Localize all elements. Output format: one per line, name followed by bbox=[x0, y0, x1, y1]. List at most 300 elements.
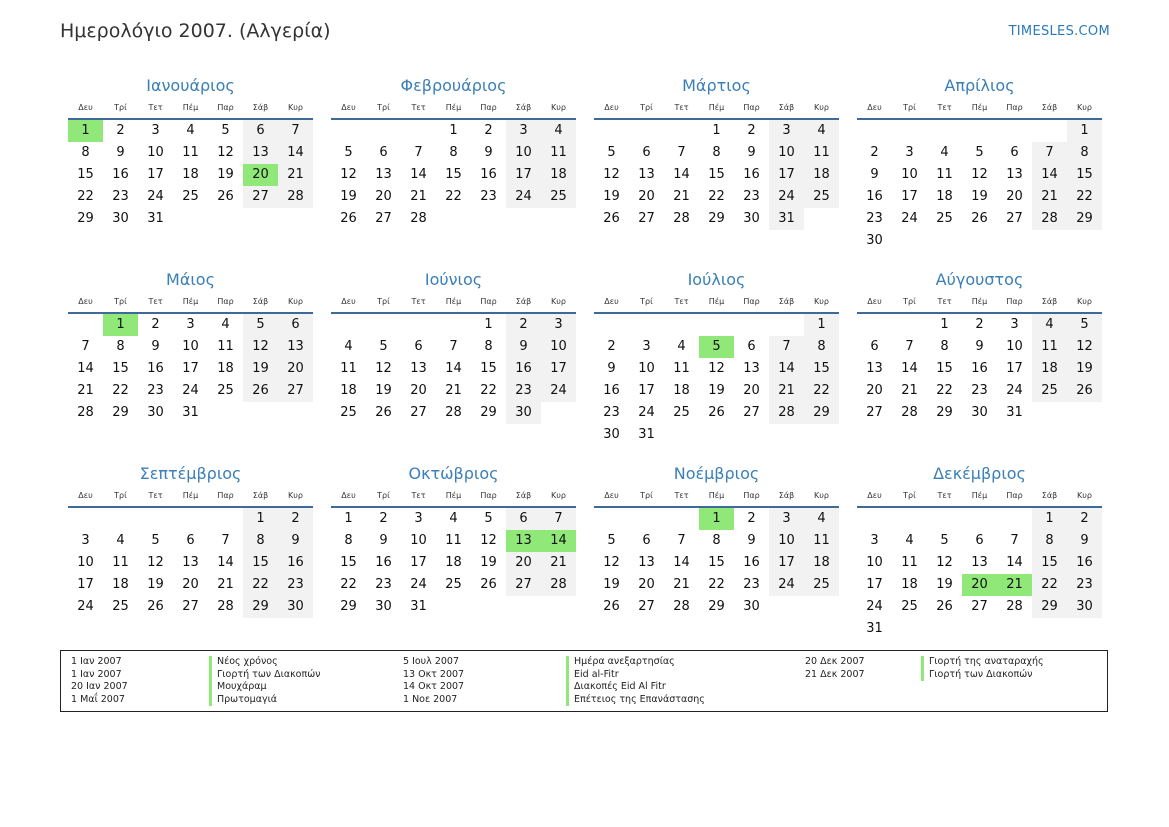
empty-cell bbox=[1032, 120, 1067, 142]
day-cell: 28 bbox=[77, 405, 94, 420]
day-cell: 14 bbox=[673, 167, 690, 182]
weekday-label: Κυρ bbox=[288, 297, 303, 306]
weekday-label: Σάβ bbox=[252, 103, 269, 112]
empty-cell bbox=[997, 508, 1032, 530]
empty-cell bbox=[857, 314, 892, 336]
day-cell: 6 bbox=[642, 145, 651, 160]
weekday-label: Δευ bbox=[867, 103, 882, 112]
day-cell: 20 bbox=[866, 383, 883, 398]
weekday-label: Τρί bbox=[377, 491, 390, 500]
day-cell: 17 bbox=[147, 167, 164, 182]
day-cell: 18 bbox=[1032, 358, 1067, 380]
day-cell: 30 bbox=[278, 596, 313, 618]
day-cell: 26 bbox=[480, 577, 497, 592]
empty-cell bbox=[664, 314, 699, 336]
empty-cell bbox=[331, 120, 366, 142]
weekday-label: Σάβ bbox=[1041, 103, 1058, 112]
weekday-label: Δευ bbox=[78, 491, 93, 500]
day-cell: 15 bbox=[445, 167, 462, 182]
page-title: Ημερολόγιο 2007. (Αλγερία) bbox=[60, 20, 331, 42]
day-cell: 23 bbox=[743, 577, 760, 592]
empty-cell bbox=[629, 120, 664, 142]
day-cell: 25 bbox=[217, 383, 234, 398]
day-cell: 29 bbox=[708, 599, 725, 614]
day-cell: 8 bbox=[712, 145, 721, 160]
day-cell: 21 bbox=[673, 189, 690, 204]
day-cell: 17 bbox=[769, 552, 804, 574]
weekday-label: Δευ bbox=[604, 297, 619, 306]
day-cell: 29 bbox=[340, 599, 357, 614]
day-cell: 25 bbox=[804, 186, 839, 208]
day-cell: 27 bbox=[971, 599, 988, 614]
weekday-label: Τρί bbox=[114, 103, 127, 112]
day-cell: 20 bbox=[638, 189, 655, 204]
day-cell: 9 bbox=[870, 167, 879, 182]
weekday-label: Παρ bbox=[217, 103, 234, 112]
day-cell: 18 bbox=[804, 164, 839, 186]
day-cell: 17 bbox=[769, 164, 804, 186]
weekday-label: Κυρ bbox=[1077, 491, 1092, 500]
day-cell: 28 bbox=[1006, 599, 1023, 614]
weekday-label: Σάβ bbox=[252, 491, 269, 500]
day-cell: 2 bbox=[975, 317, 984, 332]
day-cell: 23 bbox=[147, 383, 164, 398]
day-cell: 27 bbox=[278, 380, 313, 402]
day-cell: 24 bbox=[410, 577, 427, 592]
day-cell: 11 bbox=[804, 142, 839, 164]
day-cell: 25 bbox=[936, 211, 953, 226]
day-cell: 8 bbox=[81, 145, 90, 160]
day-cell: 1 bbox=[804, 314, 839, 336]
day-cell: 26 bbox=[603, 599, 620, 614]
month-block bbox=[331, 268, 576, 462]
weekday-label: Παρ bbox=[480, 103, 497, 112]
weekday-label: Παρ bbox=[480, 491, 497, 500]
day-cell: 1 bbox=[940, 317, 949, 332]
day-cell: 12 bbox=[217, 145, 234, 160]
day-cell: 30 bbox=[743, 599, 760, 614]
day-cell: 2 bbox=[607, 339, 616, 354]
day-cell: 13 bbox=[278, 336, 313, 358]
day-cell: 7 bbox=[449, 339, 458, 354]
empty-cell bbox=[401, 314, 436, 336]
day-cell: 6 bbox=[243, 120, 278, 142]
weekday-header bbox=[594, 292, 839, 314]
weekday-header bbox=[68, 98, 313, 120]
day-cell: 19 bbox=[217, 167, 234, 182]
day-cell: 12 bbox=[603, 555, 620, 570]
day-grid bbox=[594, 120, 839, 230]
day-cell: 26 bbox=[217, 189, 234, 204]
day-cell: 29 bbox=[708, 211, 725, 226]
day-cell: 9 bbox=[747, 533, 756, 548]
month-block bbox=[857, 268, 1102, 462]
day-cell: 13 bbox=[866, 361, 883, 376]
weekday-label: Τετ bbox=[148, 297, 163, 306]
day-cell: 19 bbox=[603, 577, 620, 592]
day-cell: 7 bbox=[1032, 142, 1067, 164]
day-cell: 23 bbox=[866, 211, 883, 226]
empty-cell bbox=[594, 508, 629, 530]
day-cell: 19 bbox=[971, 189, 988, 204]
day-cell: 25 bbox=[112, 599, 129, 614]
day-cell: 15 bbox=[77, 167, 94, 182]
weekday-label: Πέμ bbox=[971, 491, 988, 500]
day-cell: 23 bbox=[1067, 574, 1102, 596]
empty-cell bbox=[927, 120, 962, 142]
weekday-label: Παρ bbox=[743, 103, 760, 112]
day-cell: 24 bbox=[182, 383, 199, 398]
day-cell: 22 bbox=[445, 189, 462, 204]
brand-link[interactable]: TIMESLES.COM bbox=[1008, 24, 1110, 39]
day-cell: 6 bbox=[278, 314, 313, 336]
day-cell: 19 bbox=[147, 577, 164, 592]
day-cell: 30 bbox=[506, 402, 541, 424]
day-cell: 4 bbox=[677, 339, 686, 354]
weekday-label: Πέμ bbox=[971, 297, 988, 306]
day-cell: 5 bbox=[940, 533, 949, 548]
day-cell: 3 bbox=[769, 508, 804, 530]
day-cell: 28 bbox=[1032, 208, 1067, 230]
day-cell: 8 bbox=[712, 533, 721, 548]
holiday-day-cell: 21 bbox=[997, 574, 1032, 596]
day-cell: 29 bbox=[480, 405, 497, 420]
day-cell: 24 bbox=[541, 380, 576, 402]
empty-cell bbox=[734, 314, 769, 336]
weekday-label: Πέμ bbox=[708, 103, 725, 112]
weekday-label: Δευ bbox=[341, 103, 356, 112]
day-cell: 26 bbox=[936, 599, 953, 614]
month-name: Δεκέμβριος bbox=[933, 464, 1026, 483]
empty-cell bbox=[331, 314, 366, 336]
day-cell: 27 bbox=[243, 186, 278, 208]
day-cell: 1 bbox=[1067, 120, 1102, 142]
legend-name-column bbox=[566, 656, 705, 706]
month-name: Σεπτέμβριος bbox=[139, 464, 242, 483]
calendar-grid bbox=[68, 74, 1101, 656]
empty-cell bbox=[594, 120, 629, 142]
day-cell: 6 bbox=[747, 339, 756, 354]
day-cell: 6 bbox=[1010, 145, 1019, 160]
day-cell: 7 bbox=[81, 339, 90, 354]
day-cell: 17 bbox=[541, 358, 576, 380]
month-row bbox=[68, 462, 1101, 656]
weekday-header bbox=[331, 486, 576, 508]
empty-cell bbox=[366, 120, 401, 142]
day-cell: 1 bbox=[344, 511, 353, 526]
day-cell: 2 bbox=[278, 508, 313, 530]
day-cell: 23 bbox=[603, 405, 620, 420]
day-cell: 28 bbox=[769, 402, 804, 424]
day-cell: 2 bbox=[379, 511, 388, 526]
day-grid bbox=[331, 314, 576, 424]
day-cell: 29 bbox=[243, 596, 278, 618]
weekday-label: Σάβ bbox=[515, 297, 532, 306]
day-cell: 10 bbox=[147, 145, 164, 160]
day-cell: 2 bbox=[116, 123, 125, 138]
day-cell: 5 bbox=[1067, 314, 1102, 336]
day-cell: 15 bbox=[936, 361, 953, 376]
weekday-label: Τρί bbox=[114, 491, 127, 500]
day-cell: 17 bbox=[1006, 361, 1023, 376]
month-name: Ιούνιος bbox=[424, 270, 483, 289]
empty-cell bbox=[138, 508, 173, 530]
empty-cell bbox=[629, 314, 664, 336]
weekday-label: Τετ bbox=[674, 103, 689, 112]
empty-cell bbox=[401, 120, 436, 142]
month-name: Ιανουάριος bbox=[146, 76, 235, 95]
day-cell: 27 bbox=[1006, 211, 1023, 226]
weekday-label: Κυρ bbox=[551, 297, 566, 306]
weekday-label: Παρ bbox=[743, 491, 760, 500]
day-cell: 12 bbox=[340, 167, 357, 182]
day-cell: 29 bbox=[112, 405, 129, 420]
day-cell: 16 bbox=[603, 383, 620, 398]
day-cell: 25 bbox=[673, 405, 690, 420]
day-cell: 3 bbox=[414, 511, 423, 526]
day-cell: 11 bbox=[217, 339, 234, 354]
holiday-day-cell: 20 bbox=[962, 574, 997, 596]
weekday-label: Σάβ bbox=[778, 103, 795, 112]
weekday-label: Τρί bbox=[640, 491, 653, 500]
day-cell: 17 bbox=[182, 361, 199, 376]
day-cell: 24 bbox=[147, 189, 164, 204]
legend-name-column bbox=[209, 656, 320, 706]
weekday-label: Πέμ bbox=[182, 103, 199, 112]
empty-cell bbox=[629, 508, 664, 530]
weekday-label: Παρ bbox=[1006, 297, 1023, 306]
weekday-header bbox=[331, 98, 576, 120]
day-cell: 4 bbox=[804, 120, 839, 142]
day-grid bbox=[68, 314, 313, 424]
day-cell: 30 bbox=[112, 211, 129, 226]
day-cell: 11 bbox=[804, 530, 839, 552]
weekday-label: Παρ bbox=[217, 491, 234, 500]
day-cell: 14 bbox=[1006, 555, 1023, 570]
day-cell: 5 bbox=[975, 145, 984, 160]
weekday-header bbox=[68, 292, 313, 314]
day-cell: 16 bbox=[375, 555, 392, 570]
day-cell: 23 bbox=[506, 380, 541, 402]
day-cell: 31 bbox=[410, 599, 427, 614]
month-row bbox=[68, 74, 1101, 268]
legend-date: 1 Μαΐ 2007 bbox=[71, 693, 125, 705]
day-cell: 19 bbox=[243, 358, 278, 380]
day-cell: 1 bbox=[449, 123, 458, 138]
day-cell: 18 bbox=[541, 164, 576, 186]
day-cell: 16 bbox=[971, 361, 988, 376]
legend-date: 13 Οκτ 2007 bbox=[403, 668, 465, 680]
day-cell: 18 bbox=[445, 555, 462, 570]
day-cell: 16 bbox=[480, 167, 497, 182]
day-cell: 4 bbox=[940, 145, 949, 160]
day-cell: 27 bbox=[410, 405, 427, 420]
legend-date: 20 Ιαν 2007 bbox=[71, 681, 128, 692]
day-cell: 8 bbox=[940, 339, 949, 354]
day-cell: 15 bbox=[708, 555, 725, 570]
empty-cell bbox=[892, 314, 927, 336]
weekday-header bbox=[857, 292, 1102, 314]
day-cell: 10 bbox=[410, 533, 427, 548]
day-cell: 30 bbox=[1067, 596, 1102, 618]
day-cell: 26 bbox=[147, 599, 164, 614]
day-cell: 20 bbox=[410, 383, 427, 398]
weekday-label: Κυρ bbox=[814, 491, 829, 500]
weekday-label: Τρί bbox=[377, 103, 390, 112]
day-cell: 17 bbox=[638, 383, 655, 398]
weekday-label: Σάβ bbox=[1041, 297, 1058, 306]
day-cell: 13 bbox=[971, 555, 988, 570]
day-cell: 13 bbox=[410, 361, 427, 376]
day-cell: 27 bbox=[866, 405, 883, 420]
weekday-header bbox=[594, 486, 839, 508]
day-cell: 7 bbox=[677, 533, 686, 548]
day-cell: 30 bbox=[147, 405, 164, 420]
day-cell: 31 bbox=[182, 405, 199, 420]
weekday-label: Τετ bbox=[411, 103, 426, 112]
day-cell: 6 bbox=[642, 533, 651, 548]
weekday-label: Κυρ bbox=[1077, 297, 1092, 306]
day-cell: 13 bbox=[182, 555, 199, 570]
month-name: Ιούλιος bbox=[687, 270, 746, 289]
day-cell: 12 bbox=[708, 361, 725, 376]
day-cell: 2 bbox=[506, 314, 541, 336]
day-cell: 22 bbox=[480, 383, 497, 398]
month-block bbox=[857, 74, 1102, 268]
day-cell: 4 bbox=[905, 533, 914, 548]
legend-holiday-name: Πρωτομαγιά bbox=[209, 694, 320, 707]
day-cell: 8 bbox=[1067, 142, 1102, 164]
day-cell: 17 bbox=[866, 577, 883, 592]
legend-date: 1 Νοε 2007 bbox=[403, 693, 458, 705]
day-cell: 10 bbox=[77, 555, 94, 570]
day-cell: 10 bbox=[901, 167, 918, 182]
weekday-header bbox=[857, 486, 1102, 508]
day-cell: 28 bbox=[445, 405, 462, 420]
day-cell: 11 bbox=[340, 361, 357, 376]
day-grid bbox=[331, 508, 576, 618]
weekday-label: Τρί bbox=[903, 297, 916, 306]
day-cell: 27 bbox=[182, 599, 199, 614]
empty-cell bbox=[664, 120, 699, 142]
day-grid bbox=[857, 120, 1102, 252]
day-cell: 18 bbox=[112, 577, 129, 592]
day-cell: 21 bbox=[77, 383, 94, 398]
day-cell: 19 bbox=[340, 189, 357, 204]
month-row bbox=[68, 268, 1101, 462]
day-cell: 31 bbox=[147, 211, 164, 226]
day-cell: 3 bbox=[769, 120, 804, 142]
day-cell: 28 bbox=[278, 186, 313, 208]
day-cell: 21 bbox=[1032, 186, 1067, 208]
empty-cell bbox=[103, 508, 138, 530]
day-cell: 21 bbox=[445, 383, 462, 398]
empty-cell bbox=[594, 314, 629, 336]
weekday-label: Κυρ bbox=[551, 103, 566, 112]
weekday-label: Δευ bbox=[604, 491, 619, 500]
weekday-header bbox=[857, 98, 1102, 120]
legend-holiday-name: Επέτειος της Επανάστασης bbox=[566, 694, 705, 707]
day-grid bbox=[857, 508, 1102, 640]
day-cell: 21 bbox=[217, 577, 234, 592]
day-cell: 28 bbox=[410, 211, 427, 226]
day-cell: 18 bbox=[182, 167, 199, 182]
day-cell: 24 bbox=[506, 186, 541, 208]
empty-cell bbox=[366, 314, 401, 336]
day-cell: 3 bbox=[151, 123, 160, 138]
day-cell: 10 bbox=[182, 339, 199, 354]
day-cell: 7 bbox=[414, 145, 423, 160]
day-cell: 29 bbox=[1032, 596, 1067, 618]
weekday-label: Τρί bbox=[114, 297, 127, 306]
day-cell: 12 bbox=[480, 533, 497, 548]
day-cell: 24 bbox=[866, 599, 883, 614]
holiday-legend bbox=[60, 650, 1108, 712]
weekday-label: Δευ bbox=[604, 103, 619, 112]
holiday-day-cell: 1 bbox=[103, 314, 138, 336]
day-cell: 17 bbox=[77, 577, 94, 592]
weekday-label: Κυρ bbox=[288, 491, 303, 500]
legend-date-column bbox=[71, 656, 128, 706]
day-cell: 1 bbox=[243, 508, 278, 530]
day-cell: 24 bbox=[1006, 383, 1023, 398]
day-cell: 5 bbox=[243, 314, 278, 336]
day-cell: 11 bbox=[182, 145, 199, 160]
legend-name-column bbox=[921, 656, 1044, 681]
day-cell: 11 bbox=[936, 167, 953, 182]
holiday-day-cell: 13 bbox=[506, 530, 541, 552]
day-cell: 2 bbox=[747, 511, 756, 526]
day-cell: 9 bbox=[1067, 530, 1102, 552]
month-block bbox=[594, 462, 839, 656]
day-grid bbox=[68, 120, 313, 230]
day-cell: 17 bbox=[506, 164, 541, 186]
weekday-label: Τετ bbox=[411, 297, 426, 306]
day-cell: 7 bbox=[769, 336, 804, 358]
weekday-header bbox=[331, 292, 576, 314]
day-cell: 10 bbox=[506, 142, 541, 164]
weekday-label: Τετ bbox=[674, 297, 689, 306]
day-cell: 26 bbox=[603, 211, 620, 226]
day-cell: 18 bbox=[804, 552, 839, 574]
day-cell: 20 bbox=[375, 189, 392, 204]
weekday-label: Σάβ bbox=[778, 297, 795, 306]
empty-cell bbox=[769, 314, 804, 336]
day-cell: 19 bbox=[480, 555, 497, 570]
day-cell: 25 bbox=[541, 186, 576, 208]
day-cell: 16 bbox=[743, 167, 760, 182]
day-cell: 24 bbox=[638, 405, 655, 420]
day-cell: 2 bbox=[1067, 508, 1102, 530]
day-cell: 23 bbox=[375, 577, 392, 592]
day-cell: 26 bbox=[971, 211, 988, 226]
weekday-label: Δευ bbox=[867, 491, 882, 500]
month-block bbox=[857, 462, 1102, 656]
day-cell: 8 bbox=[116, 339, 125, 354]
day-cell: 12 bbox=[375, 361, 392, 376]
day-cell: 19 bbox=[936, 577, 953, 592]
day-cell: 15 bbox=[1032, 552, 1067, 574]
month-block bbox=[594, 74, 839, 268]
day-cell: 25 bbox=[182, 189, 199, 204]
day-cell: 16 bbox=[147, 361, 164, 376]
day-cell: 15 bbox=[1067, 164, 1102, 186]
day-cell: 13 bbox=[1006, 167, 1023, 182]
weekday-label: Δευ bbox=[341, 491, 356, 500]
weekday-label: Σάβ bbox=[1041, 491, 1058, 500]
month-name: Φεβρουάριος bbox=[400, 76, 507, 95]
weekday-label: Πέμ bbox=[182, 297, 199, 306]
